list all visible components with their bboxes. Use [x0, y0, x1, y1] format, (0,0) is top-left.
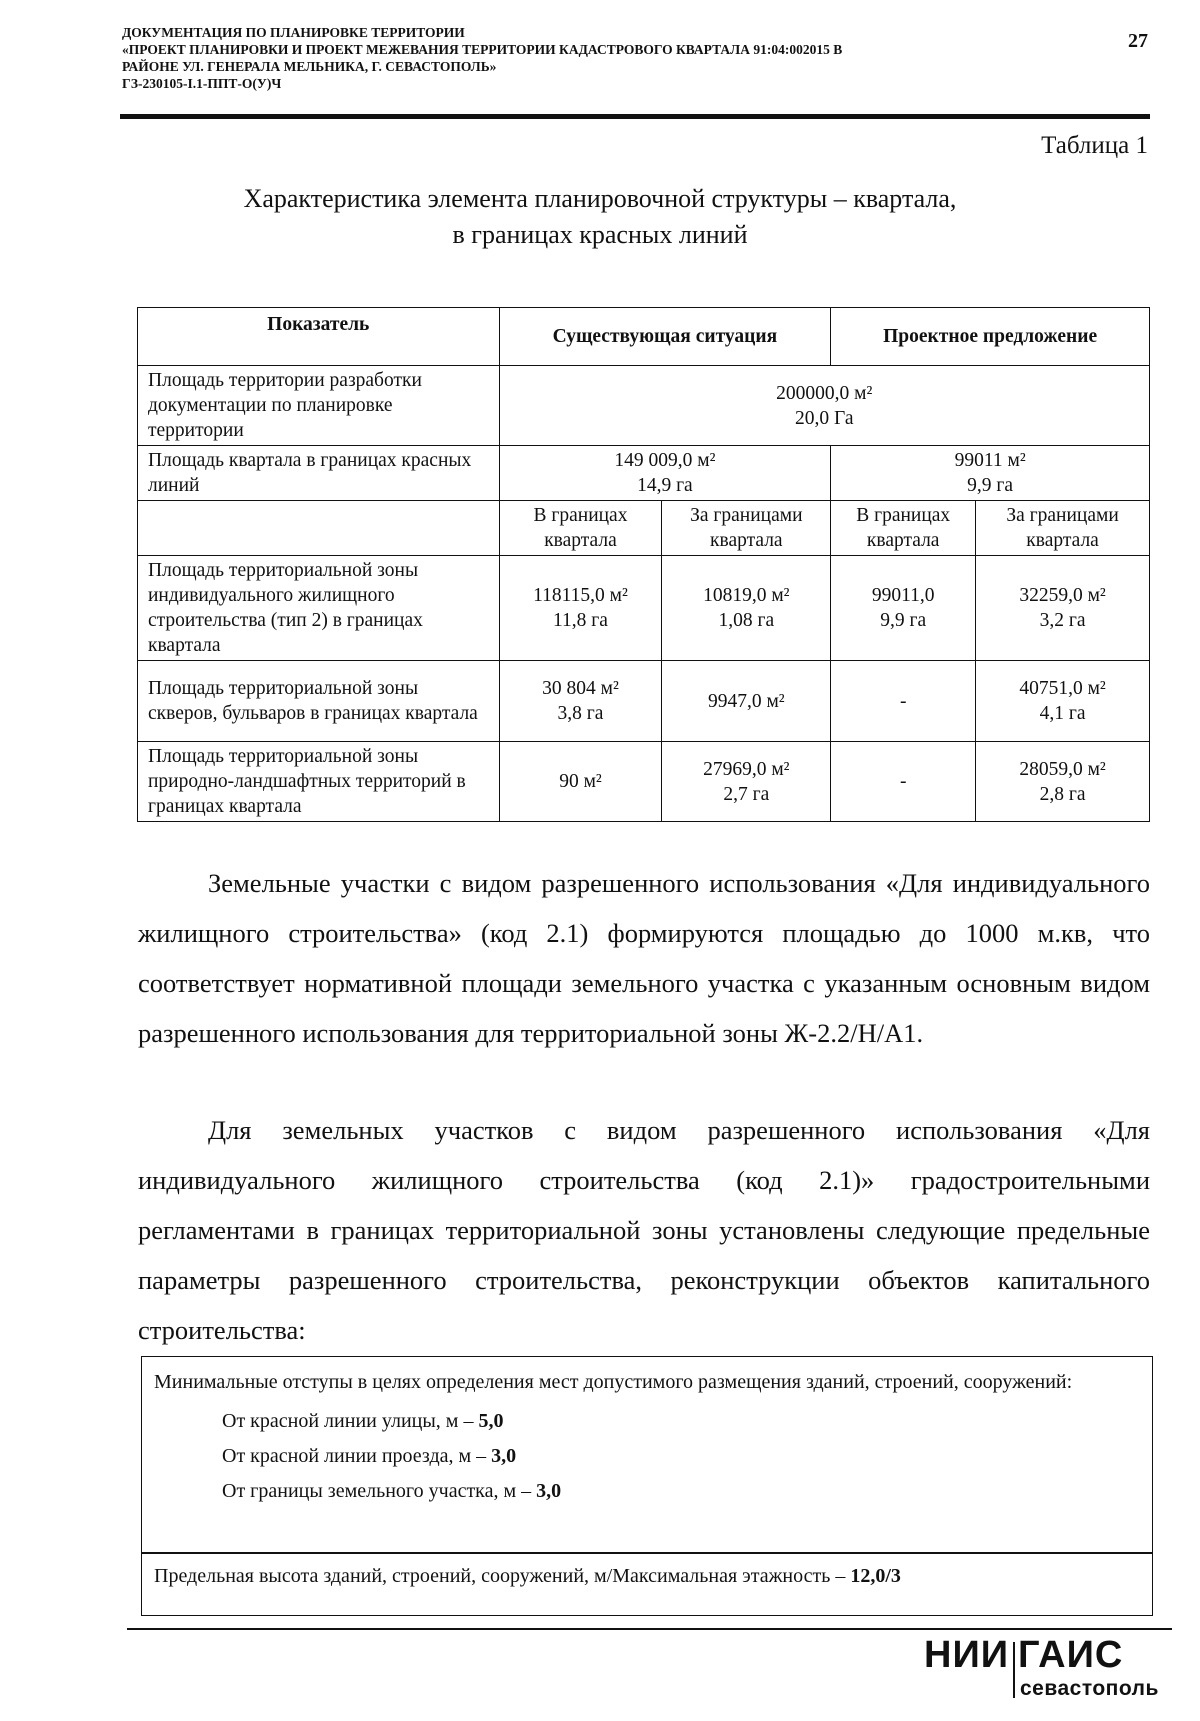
value: 90 м²: [559, 771, 602, 792]
landscape-proposed-in: [831, 742, 976, 822]
squares-proposed-out: [976, 661, 1150, 742]
value: 3,2 га: [1039, 610, 1086, 631]
body-text: [138, 858, 1150, 1058]
table-subheader-row: [138, 501, 1150, 556]
row-label-squares-zone: Площадь территориальной зоны скверов, бульваров в границах квартала: [138, 661, 500, 742]
block-area-proposed: [831, 446, 1150, 501]
landscape-proposed-out: [976, 742, 1150, 822]
header-proposed: Проектное предложение: [831, 308, 1150, 366]
value: 1,08 га: [718, 610, 775, 631]
table-header-row: [138, 308, 1150, 366]
block-area-proposed-m2: 99011 м²: [954, 450, 1026, 471]
logo-separator: [1013, 1642, 1015, 1698]
setback-label: От красной линии улицы, м –: [222, 1410, 479, 1432]
header-divider: [120, 114, 1150, 119]
header-document-code: ГЗ-230105-I.1-ППТ-О(У)Ч: [122, 76, 282, 91]
setback-driveway: [154, 1439, 1140, 1474]
height-limit-value: 12,0/3: [850, 1565, 901, 1587]
table-caption-line-1: Характеристика элемента планировочной структуры – квартала,: [243, 184, 957, 213]
logo-text-nii: НИИ: [924, 1634, 1010, 1676]
subheader-proposed-in: В границах квартала: [831, 501, 976, 556]
value: -: [899, 690, 907, 712]
table-caption-line-2: в границах красных линий: [452, 220, 748, 249]
value: 32259,0 м²: [1019, 585, 1106, 606]
paragraph-1: Земельные участки с видом разрешенного использования «Для индивидуального жилищного строительства» (код 2.1) формируются площадью до 1000 м.кв, что соответствует нормативной площади земельного участка с указанным основным видом разрешенного использования для территориальной зоны Ж-2.2/Н/А1.: [138, 868, 1150, 1048]
ijs-proposed-out: [976, 556, 1150, 661]
setback-plot-border: [154, 1474, 1140, 1509]
subheader-existing-in: В границах квартала: [499, 501, 662, 556]
ijs-proposed-in: [831, 556, 976, 661]
header-line-3: РАЙОНЕ УЛ. ГЕНЕРАЛА МЕЛЬНИКА, Г. СЕВАСТОПОЛЬ»: [122, 59, 497, 74]
squares-existing-in: [499, 661, 662, 742]
subheader-existing-out: За границами квартала: [662, 501, 831, 556]
setback-value: 3,0: [536, 1480, 562, 1502]
value: 30 804 м²: [542, 678, 619, 699]
ijs-existing-out: [662, 556, 831, 661]
logo-text-city: севастополь: [1020, 1677, 1159, 1700]
value: 27969,0 м²: [703, 758, 790, 780]
setback-label: От красной линии проезда, м –: [222, 1445, 492, 1467]
row-label-landscape-zone: Площадь территориальной зоны природно-ландшафтных территорий в границах квартала: [138, 742, 500, 822]
value: 3,8 га: [557, 703, 604, 724]
row-label-ijs-zone: Площадь территориальной зоны индивидуального жилищного строительства (тип 2) в границах квартала: [138, 556, 500, 661]
total-area-cell: [499, 366, 1149, 446]
table-label: Таблица 1: [1041, 132, 1148, 159]
value: 10819,0 м²: [703, 585, 790, 606]
row-label-total-area: Площадь территории разработки документации по планировке территории: [138, 366, 500, 446]
block-area-proposed-ha: 9,9 га: [967, 475, 1014, 496]
table-row: [138, 446, 1150, 501]
setback-value: 3,0: [491, 1445, 517, 1467]
header-line-1: ДОКУМЕНТАЦИЯ ПО ПЛАНИРОВКЕ ТЕРРИТОРИИ: [122, 25, 465, 40]
value: 2,8 га: [1039, 783, 1086, 805]
page-number: 27: [1128, 30, 1148, 52]
logo-text-gais: ГАИС: [1018, 1634, 1124, 1676]
header-indicator: Показатель: [138, 308, 500, 366]
height-limit: [154, 1565, 901, 1588]
value: 28059,0 м²: [1019, 758, 1106, 780]
value: -: [899, 771, 907, 792]
squares-existing-out: [662, 661, 831, 742]
subheader-proposed-out: За границами квартала: [976, 501, 1150, 556]
value: 99011,0: [871, 585, 935, 606]
value: 9,9 га: [880, 610, 927, 631]
building-parameters-box: [141, 1356, 1153, 1616]
value: 4,1 га: [1039, 703, 1086, 724]
table-row: [138, 742, 1150, 822]
setbacks-section: [142, 1357, 1152, 1517]
total-area-ha: 20,0 Га: [795, 407, 854, 429]
setback-value: 5,0: [478, 1410, 504, 1432]
document-header: [122, 24, 1062, 92]
footer-divider: [127, 1628, 1172, 1630]
height-limit-label: Предельная высота зданий, строений, сооружений, м/Максимальная этажность –: [154, 1565, 851, 1587]
paragraph-2: Для земельных участков с видом разрешенного использования «Для индивидуального жилищного строительства (код 2.1)» градостроительными регламентами в границах территориальной зоны установлены следующие предельные параметры разрешенного строительства, реконструкции объектов капитального строительства:: [138, 1115, 1150, 1345]
setback-label: От границы земельного участка, м –: [222, 1480, 537, 1502]
row-label-block-area: Площадь квартала в границах красных линий: [138, 446, 500, 501]
block-area-existing-ha: 14,9 га: [637, 475, 693, 496]
block-area-existing: [499, 446, 831, 501]
setback-street: [154, 1404, 1140, 1439]
setbacks-intro: Минимальные отступы в целях определения мест допустимого размещения зданий, строений, сооружений:: [154, 1371, 1073, 1393]
value: 9947,0 м²: [707, 690, 785, 712]
landscape-existing-out: [662, 742, 831, 822]
body-text-2: [138, 1105, 1150, 1355]
header-line-2: «ПРОЕКТ ПЛАНИРОВКИ И ПРОЕКТ МЕЖЕВАНИЯ ТЕРРИТОРИИ КАДАСТРОВОГО КВАРТАЛА 91:04:002015 В: [122, 42, 843, 57]
box-divider: [142, 1552, 1152, 1554]
ijs-existing-in: [499, 556, 662, 661]
value: 118115,0 м²: [533, 585, 628, 606]
table-row: [138, 556, 1150, 661]
empty-cell: [138, 501, 500, 556]
landscape-existing-in: [499, 742, 662, 822]
table-row: [138, 366, 1150, 446]
value: 40751,0 м²: [1019, 678, 1106, 699]
squares-proposed-in: [831, 661, 976, 742]
table-row: [138, 661, 1150, 742]
area-characteristics-table: [137, 307, 1150, 822]
block-area-existing-m2: 149 009,0 м²: [614, 450, 716, 471]
value: 11,8 га: [553, 610, 608, 631]
value: 2,7 га: [723, 783, 770, 805]
header-existing: Существующая ситуация: [499, 308, 831, 366]
total-area-m2: 200000,0 м²: [776, 382, 873, 404]
